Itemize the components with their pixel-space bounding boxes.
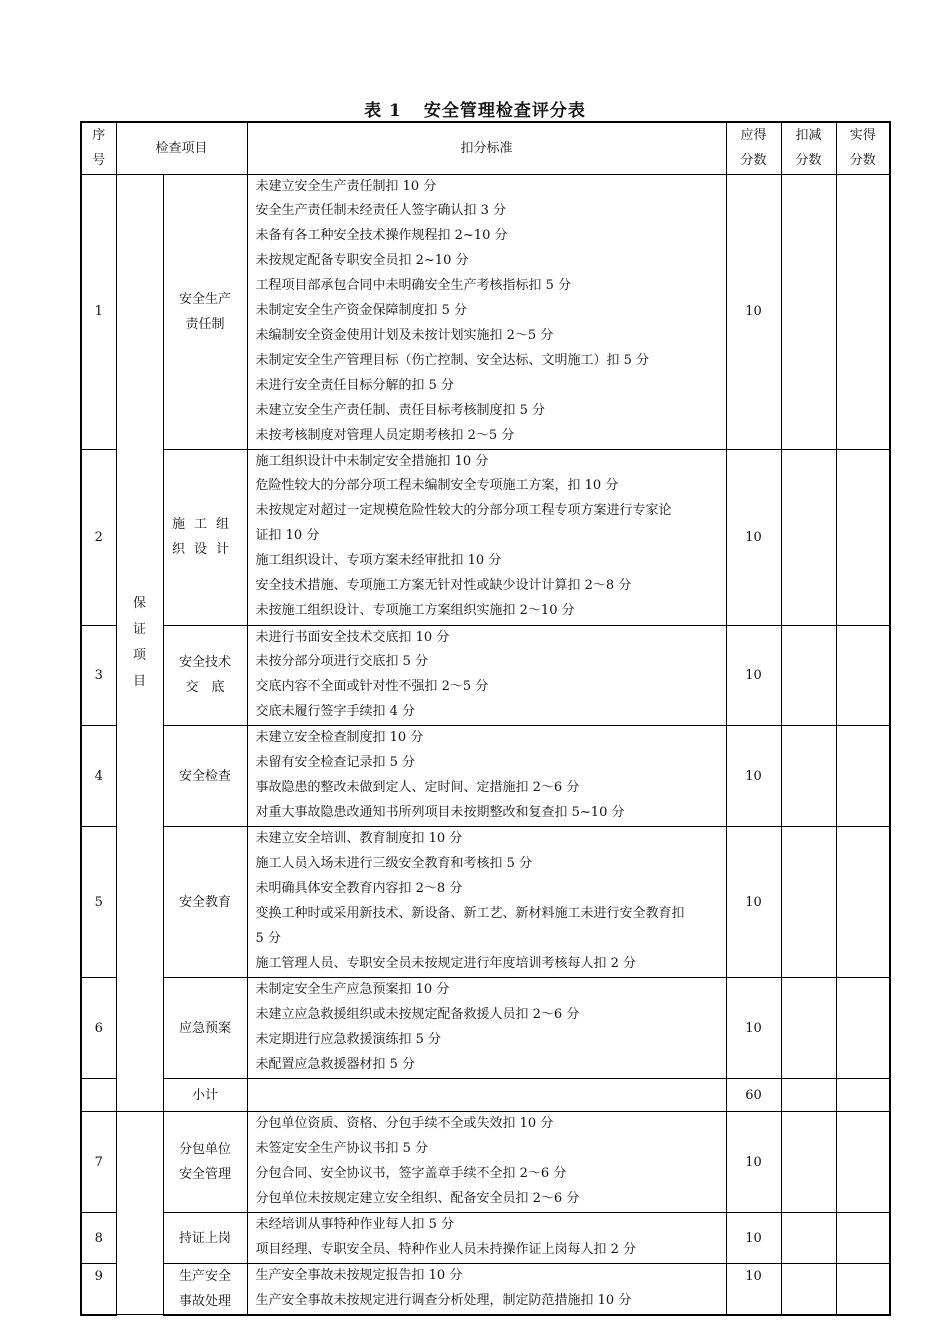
row-seq: 9 — [81, 1263, 116, 1315]
group-guarantee-items: 保 证 项 目 — [116, 174, 163, 1112]
row-deduct-score[interactable] — [781, 827, 836, 978]
table-number: 表 1 — [364, 101, 402, 121]
subtotal-criteria — [247, 1079, 726, 1112]
subtotal-seq — [81, 1079, 116, 1112]
table-row — [81, 449, 890, 625]
row-deduct-score[interactable] — [781, 625, 836, 726]
row-item-name: 施工组 织设计 — [163, 449, 247, 625]
row-item-name: 应急预案 — [163, 978, 247, 1079]
row-criteria: 未建立安全生产责任制扣 10 分 安全生产责任制未经责任人签字确认扣 3 分 未备有各工种安全技术操作规程扣 2~10 分 未按规定配备专职安全员扣 2~10 分 工程项目部承包合同中未明确安全生产考核指标扣 5 分 未制定安全生产资金保障制度扣 5 分 未编制安全资金使用计划及未按计划实施扣 2～5 分 未制定安全生产管理目标（伤亡控制、安全达标、文明施工）扣 5 分 未进行安全责任目标分解的扣 5 分 未建立安全生产责任制、责任目标考核制度扣 5 分 未按考核制度对管理人员定期考核扣 2～5 分 — [247, 174, 726, 449]
row-deduct-score[interactable] — [781, 1112, 836, 1213]
row-seq: 5 — [81, 827, 116, 978]
header-due-score: 应得 分数 — [726, 122, 781, 174]
row-due-score: 10 — [726, 1112, 781, 1213]
row-criteria: 未经培训从事特种作业每人扣 5 分 项目经理、专职安全员、特种作业人员未持操作证上岗每人扣 2 分 — [247, 1213, 726, 1264]
row-seq: 6 — [81, 978, 116, 1079]
table-row — [81, 978, 890, 1079]
row-criteria: 未建立安全检查制度扣 10 分 未留有安全检查记录扣 5 分 事故隐患的整改未做到定人、定时间、定措施扣 2～6 分 对重大事故隐患改通知书所列项目未按期整改和复查扣 5~10 分 — [247, 726, 726, 827]
row-criteria: 分包单位资质、资格、分包手续不全或失效扣 10 分 未签定安全生产协议书扣 5 分 分包合同、安全协议书，签字盖章手续不全扣 2～6 分 分包单位未按规定建立安全组织、配备安全员扣 2～6 分 — [247, 1112, 726, 1213]
row-deduct-score[interactable] — [781, 449, 836, 625]
row-item-name: 持证上岗 — [163, 1213, 247, 1264]
row-due-score: 10 — [726, 827, 781, 978]
row-due-score: 10 — [726, 1213, 781, 1264]
row-seq: 7 — [81, 1112, 116, 1213]
row-actual-score[interactable] — [836, 1263, 890, 1315]
row-criteria: 施工组织设计中未制定安全措施扣 10 分 危险性较大的分部分项工程未编制安全专项施工方案，扣 10 分 未按规定对超过一定规模危险性较大的分部分项工程专项方案进行专家论 证扣 10 分 施工组织设计、专项方案未经审批扣 10 分 安全技术措施、专项施工方案无针对性或缺少设计计算扣 2～8 分 未按施工组织设计、专项施工方案组织实施扣 2～10 分 — [247, 449, 726, 625]
subtotal-actual[interactable] — [836, 1079, 890, 1112]
table-title-text: 安全管理检查评分表 — [423, 101, 586, 121]
row-actual-score[interactable] — [836, 449, 890, 625]
subtotal-row — [81, 1079, 890, 1112]
row-actual-score[interactable] — [836, 625, 890, 726]
table-row — [81, 726, 890, 827]
row-criteria: 未建立安全培训、教育制度扣 10 分 施工人员入场未进行三级安全教育和考核扣 5 分 未明确具体安全教育内容扣 2～8 分 变换工种时或采用新技术、新设备、新工艺、新材料施工未进行安全教育扣 5 分 施工管理人员、专职安全员未按规定进行年度培训考核每人扣 2 分 — [247, 827, 726, 978]
row-deduct-score[interactable] — [781, 1213, 836, 1264]
subtotal-label: 小计 — [163, 1079, 247, 1112]
header-row — [81, 122, 890, 174]
row-item-name: 安全教育 — [163, 827, 247, 978]
row-deduct-score[interactable] — [781, 978, 836, 1079]
row-seq: 3 — [81, 625, 116, 726]
row-due-score: 10 — [726, 726, 781, 827]
subtotal-score: 60 — [726, 1079, 781, 1112]
row-due-score: 10 — [726, 625, 781, 726]
row-deduct-score[interactable] — [781, 174, 836, 449]
header-item: 检查项目 — [116, 122, 247, 174]
table-title — [0, 96, 950, 121]
row-actual-score[interactable] — [836, 174, 890, 449]
row-deduct-score[interactable] — [781, 1263, 836, 1315]
row-criteria: 未进行书面安全技术交底扣 10 分 未按分部分项进行交底扣 5 分 交底内容不全面或针对性不强扣 2～5 分 交底未履行签字手续扣 4 分 — [247, 625, 726, 726]
row-actual-score[interactable] — [836, 978, 890, 1079]
table-row — [81, 1263, 890, 1315]
safety-management-score-table — [80, 121, 891, 1316]
row-seq: 4 — [81, 726, 116, 827]
row-seq: 1 — [81, 174, 116, 449]
header-actual-score: 实得 分数 — [836, 122, 890, 174]
row-actual-score[interactable] — [836, 1213, 890, 1264]
row-actual-score[interactable] — [836, 827, 890, 978]
group-general-items — [116, 1112, 163, 1315]
header-deduct-score: 扣减 分数 — [781, 122, 836, 174]
row-item-name: 生产安全 事故处理 — [163, 1263, 247, 1315]
header-seq: 序 号 — [81, 122, 116, 174]
table-row — [81, 827, 890, 978]
row-item-name: 安全生产 责任制 — [163, 174, 247, 449]
table-row — [81, 1213, 890, 1264]
row-actual-score[interactable] — [836, 726, 890, 827]
row-deduct-score[interactable] — [781, 726, 836, 827]
row-seq: 8 — [81, 1213, 116, 1264]
row-due-score: 10 — [726, 449, 781, 625]
row-item-name: 分包单位 安全管理 — [163, 1112, 247, 1213]
row-due-score: 10 — [726, 1263, 781, 1315]
header-criteria: 扣分标准 — [247, 122, 726, 174]
row-item-name: 安全检查 — [163, 726, 247, 827]
subtotal-deduct[interactable] — [781, 1079, 836, 1112]
row-criteria: 未制定安全生产应急预案扣 10 分 未建立应急救援组织或未按规定配备救援人员扣 2～6 分 未定期进行应急救援演练扣 5 分 未配置应急救援器材扣 5 分 — [247, 978, 726, 1079]
row-due-score: 10 — [726, 174, 781, 449]
table-row — [81, 1112, 890, 1213]
row-actual-score[interactable] — [836, 1112, 890, 1213]
row-seq: 2 — [81, 449, 116, 625]
row-criteria: 生产安全事故未按规定报告扣 10 分 生产安全事故未按规定进行调查分析处理，制定防范措施扣 10 分 — [247, 1263, 726, 1315]
table-row — [81, 174, 890, 449]
row-due-score: 10 — [726, 978, 781, 1079]
table-row — [81, 625, 890, 726]
row-item-name: 安全技术 交 底 — [163, 625, 247, 726]
